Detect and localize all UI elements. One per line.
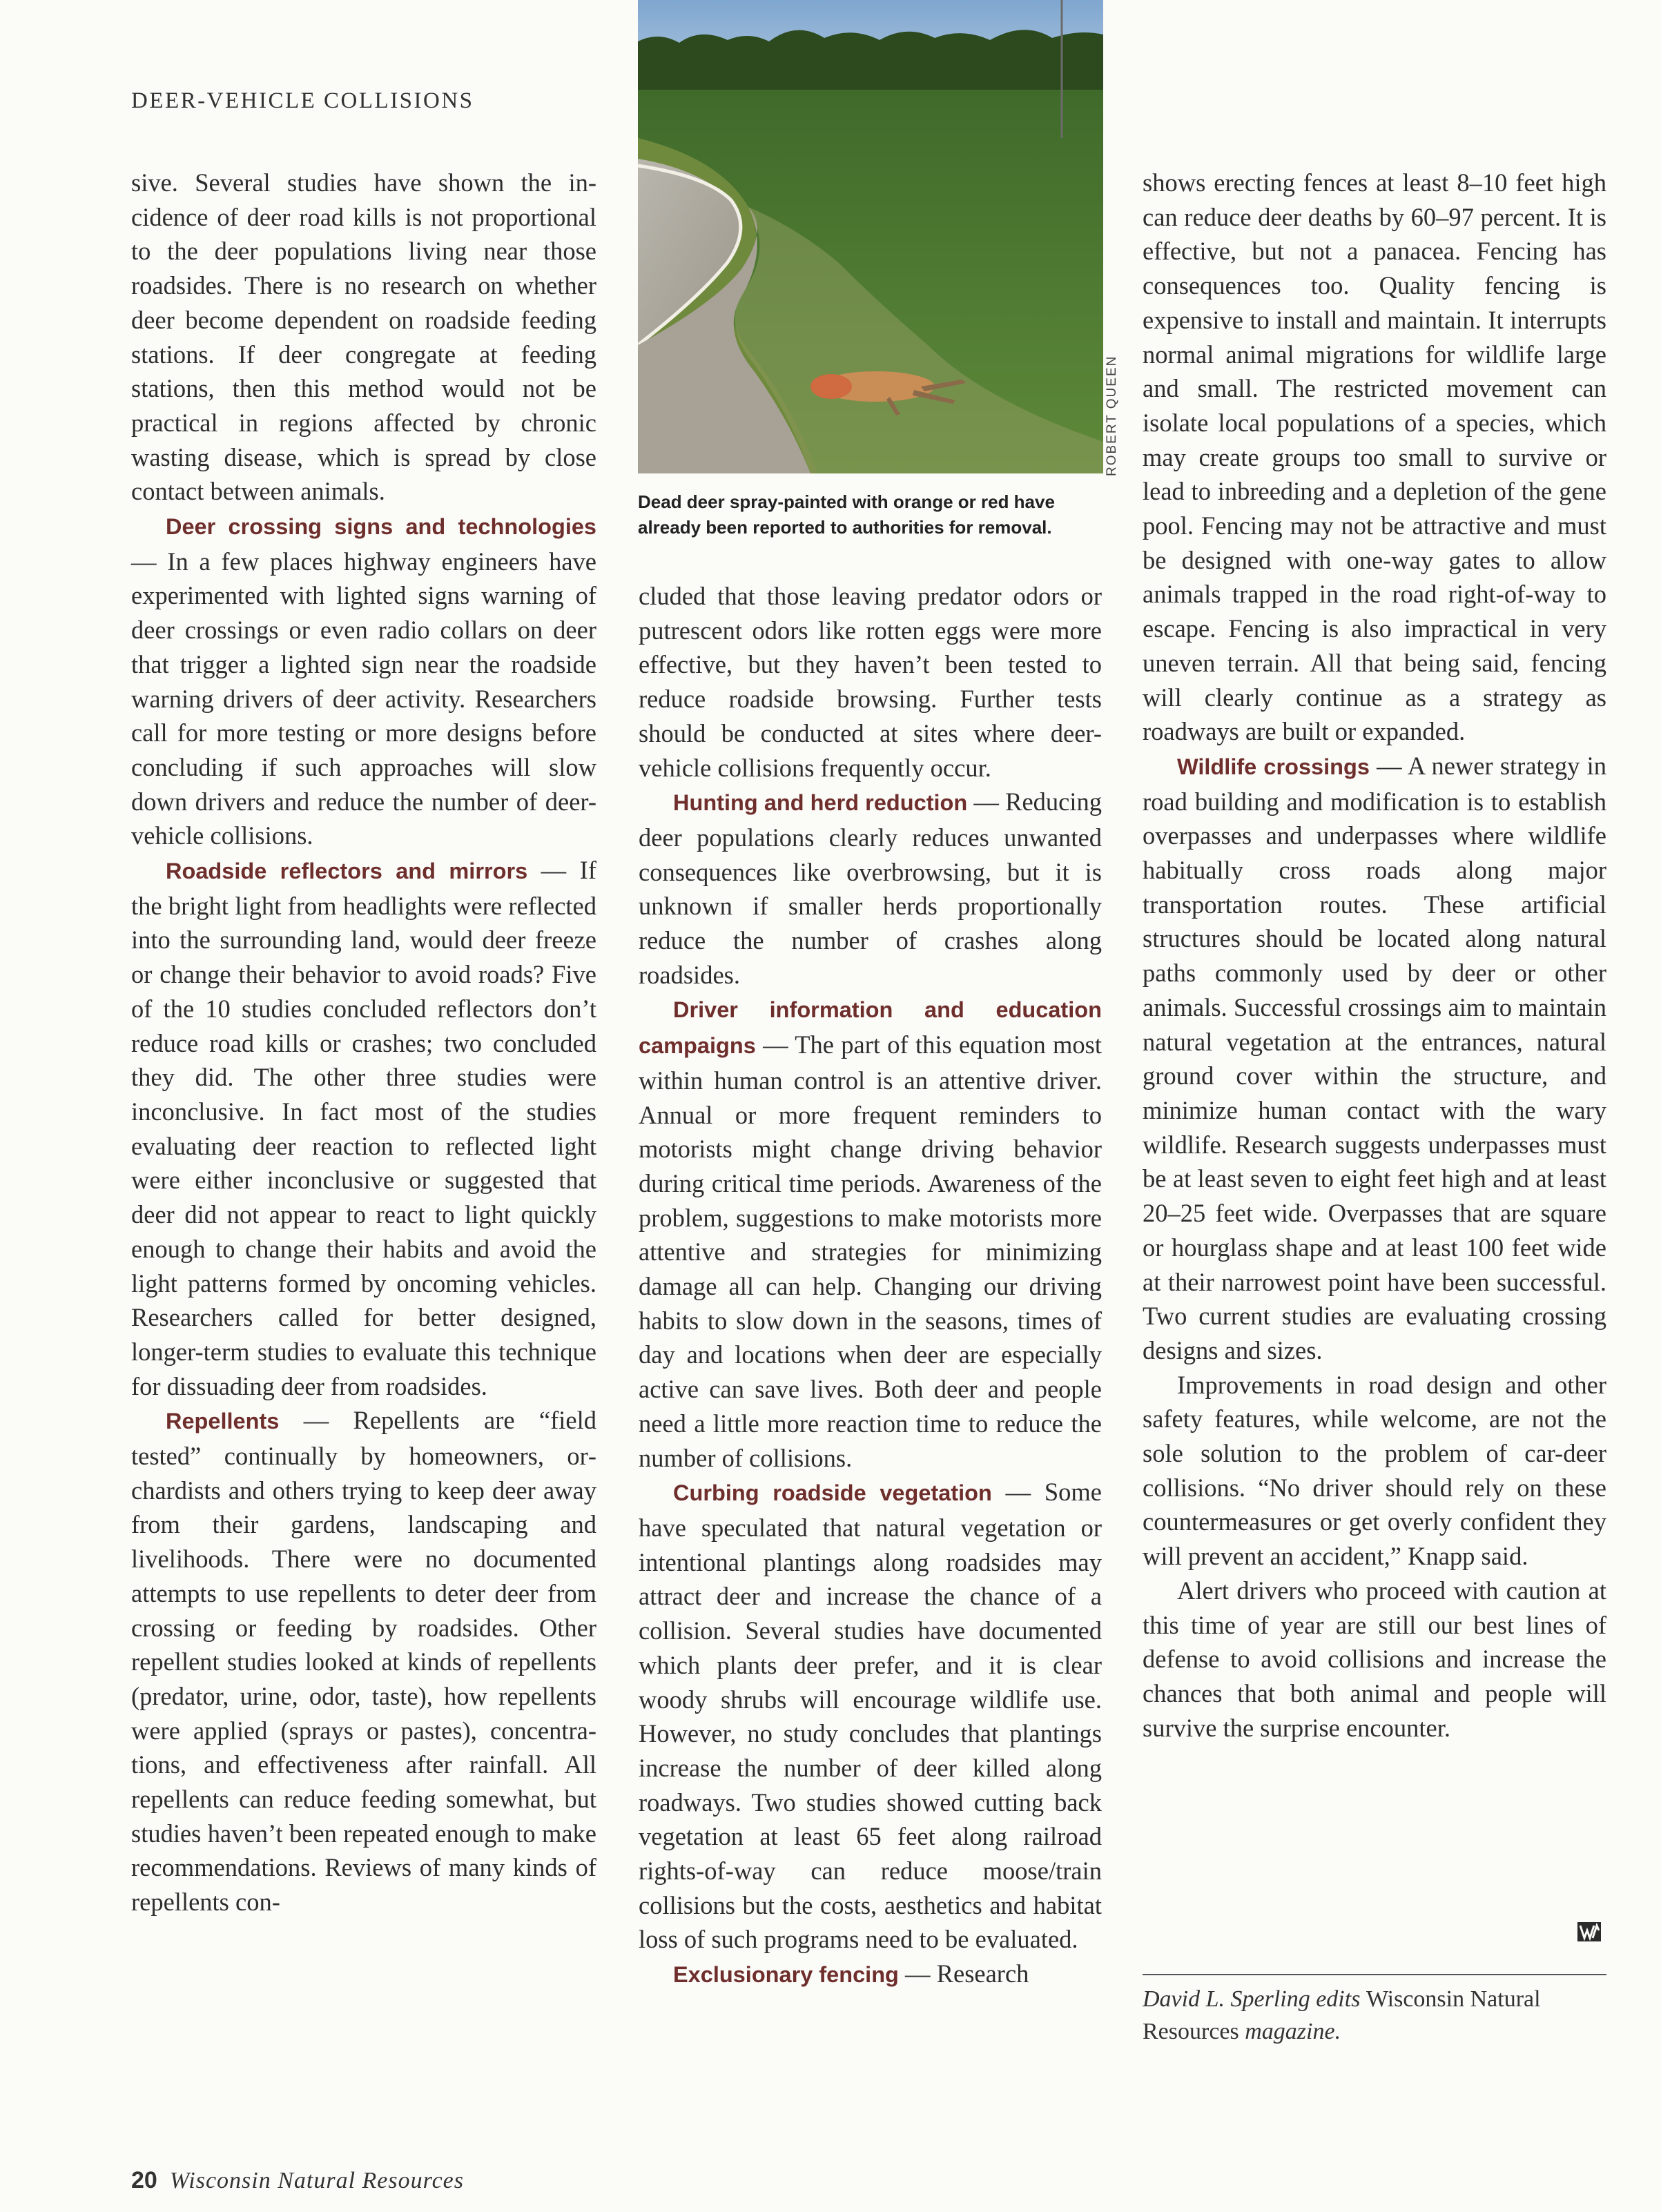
paragraph: sive. Several studies have shown the incidence of deer road kills is not proportional to the deer populations living near those roadsides. There is no research on whether deer become dependent on roadside feeding stations. If deer congregate at feeding stations, then this method would not be practical in regions affected by chronic wasting disease, which is spread by close contact between animals. xyxy=(131,168,596,506)
running-head: DEER-VEHICLE COLLISIONS xyxy=(131,88,474,113)
magazine-title: Wisconsin Natural Resources xyxy=(169,2168,464,2193)
article-column-2 xyxy=(639,579,1102,1993)
paragraph: Repellents — Repellents are “field tested” continually by homeowners, orchardists and others trying to keep deer away from their gardens, landscaping and livelihoods. There were no documented attempts to use repellents to deter deer from crossing or feeding by roadsides. Other repellent studies looked at kinds of repellents (predator, urine, odor, taste), how repellents were applied (sprays or pastes), concentrations, and effectiveness after rainfall. All repellents can reduce feeding somewhat, but studies haven’t been repeated enough to make recommendations. Reviews of many kinds of repellents con- xyxy=(131,1406,596,1917)
wnr-end-mark-icon xyxy=(1577,1922,1601,1941)
paragraph: Driver information and education campaigns — The part of this equation most within human control is an attentive driver. Annual or more frequent reminders to motorists might change driving behavior during critical time periods. Awareness of the problem, suggestions to make motorists more attentive and strategies for minimizing damage all can help. Changing our driving habits to slow down in the seasons, times of day and locations when deer are especially active can save lives. Both deer and people need a little more reaction time to reduce the number of collisions. xyxy=(639,997,1102,1472)
page-footer xyxy=(131,2167,464,2194)
paragraph: shows erecting fences at least 8–10 feet high can reduce deer deaths by 60–97 percent. It is effective, but not a panacea. Fencing has consequences too. Quality fencing is expensive to install and maintain. It interrupts normal animal migrations for wildlife large and small. The restricted movement can isolate local populations of a species, which may create groups too small to survive or lead to inbreeding and a depletion of the gene pool. Fencing may not be attractive and must be designed with one-way gates to allow animals trapped in the road right-of-way to escape. Fencing is also impractical in very uneven terrain. All that being said, fencing will clearly continue as a strategy as roadways are built or expanded. xyxy=(1143,168,1606,746)
photo-credit: ROBERT QUEEN xyxy=(1105,355,1119,476)
paragraph: Curbing roadside vegetation — Some have speculated that natural vegetation or intentional plantings along roadsides may attract deer and increase the chance of a collision. Several studies have documented which plants deer prefer, and it is clear woody shrubs will encourage wildlife use. However, no study concludes that plantings increase the number of deer killed along roadways. Two studies showed cutting back vegetation at least 65 feet along railroad rights-of-way can reduce moose/train collisions but the costs, aesthetics and habitat loss of such programs need to be evaluated. xyxy=(639,1478,1102,1954)
paragraph: Wildlife crossings — A newer strategy in road building and modification is to establish overpasses and underpasses where wildlife habitually cross roads along major transportation routes. These artificial structures should be located along natural paths commonly used by deer or other animals. Successful crossings aim to maintain natural vegetation at the entrances, natural ground cover within the structure, and minimize human contact with the wary wildlife. Research suggests underpasses must be at least seven to eight feet high and at least 20–25 feet wide. Overpasses that are square or hourglass shape and at least 100 feet wide at their narrowest point have been successful. Two current studies are evaluating crossing designs and sizes. xyxy=(1143,751,1606,1364)
article-column-1 xyxy=(131,166,596,1919)
subhead-roadside-reflectors: Roadside reflectors and mirrors xyxy=(166,859,528,884)
article-column-3 xyxy=(1143,166,1606,1745)
subhead-deer-crossing-signs: Deer crossing signs and technologies xyxy=(166,514,596,540)
subhead-driver-information: Driver information and education campaigns xyxy=(639,997,1102,1059)
bio-divider xyxy=(1143,1974,1606,1975)
subhead-wildlife-crossings: Wildlife crossings xyxy=(1177,754,1370,779)
subhead-hunting-herd-reduction: Hunting and herd reduction xyxy=(673,790,968,816)
paragraph: cluded that those leaving predator odors or putrescent odors like rotten eggs were more effective, but they haven’t been tested to reduce roadside browsing. Further tests should be conducted at sites where deer-vehicle collisions frequently occur. xyxy=(639,582,1102,782)
subhead-curbing-vegetation: Curbing roadside vegetation xyxy=(673,1480,992,1506)
paragraph: Deer crossing signs and technologies — In a few places highway engineers have experimented with lighted signs warning of deer crossings or even radio collars on deer that trigger a lighted sign near the roadside warning drivers of deer activity. Researchers call for more testing or more designs before concluding if such approaches will slow down drivers and reduce the number of deer-vehicle collisions. xyxy=(131,514,596,850)
subhead-repellents: Repellents xyxy=(166,1409,280,1434)
paragraph: Hunting and herd reduction — Reducing deer populations clearly reduces unwanted consequences like overbrowsing, but it is unknown if smaller herds proportionally reduce the number of crashes along roadsides. xyxy=(639,787,1102,989)
paragraph: Exclusionary fencing — Research xyxy=(673,1959,1029,1988)
deer-roadside-photo xyxy=(638,0,1103,473)
paragraph: Improvements in road design and other safety features, while welcome, are not the sole solution to the problem of car-deer collisions. “No driver should rely on these countermeasures or get overly confident they will prevent an accident,” Knapp said. xyxy=(1143,1370,1606,1571)
author-bio: David L. Sperling edits Wisconsin Natural Resources magazine. xyxy=(1143,1986,1541,2044)
subhead-exclusionary-fencing: Exclusionary fencing xyxy=(673,1962,899,1988)
page-number: 20 xyxy=(131,2167,157,2193)
photo-caption: Dead deer spray-painted with orange or red have already been reported to authorities for removal. xyxy=(638,491,1055,538)
paragraph: Roadside reflectors and mirrors — If the bright light from headlights were reflected into the surrounding land, would deer freeze or change their behavior to avoid roads? Five of the 10 studies concluded reflectors don’t reduce road kills or crashes; two concluded they did. The other three studies were inconclusive. In fact most of the studies evaluating deer reaction to reflected light were either inconclusive or suggested that deer did not appear to react to light quickly enough to change their habits and avoid the light patterns formed by oncoming vehicles. Researchers called for better designed, longer-term studies to evaluate this technique for dissuading deer from roadsides. xyxy=(131,856,596,1400)
paragraph: Alert drivers who proceed with caution at this time of year are still our best lines of defense to avoid collisions and increase the chances that both animal and people will survive the surprise encounter. xyxy=(1143,1576,1606,1742)
